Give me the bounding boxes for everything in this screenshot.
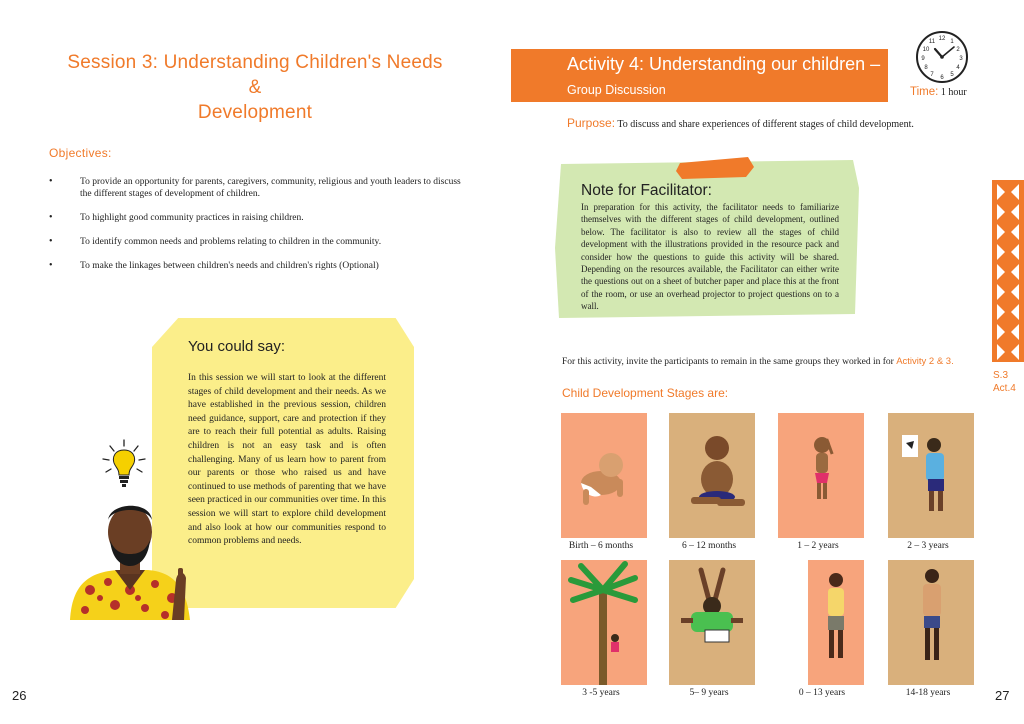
time-line — [910, 86, 967, 98]
invite-line — [562, 356, 982, 367]
you-could-say-heading: You could say: — [188, 338, 286, 355]
stage-label: 14-18 years — [905, 688, 951, 698]
child-drawing-illustration — [888, 413, 974, 538]
objectives-heading: Objectives: — [49, 146, 112, 160]
stage-label: 5– 9 years — [689, 688, 729, 698]
svg-text:8: 8 — [924, 65, 928, 71]
stage-card-birth-6-months — [561, 413, 647, 538]
stage-label: 0 – 13 years — [798, 688, 846, 698]
child-reading-illustration — [669, 560, 755, 685]
tape-decoration — [676, 155, 756, 181]
child-climbing-tree-illustration — [561, 560, 647, 685]
time-label: Time: — [910, 86, 939, 98]
baby-sitting-illustration — [669, 413, 755, 538]
you-could-say-text: In this session we will start to look at the different stages of child development and their needs. As we have established in the previous session, children need guidance, support, care and protection if they are to reach their full potential as adults. Raising children is not an easy task and is often challenging. Many of us learn how to parent from our parents or those who raised us and have continued to use methods of parenting that we have seen practiced in our communities over time. In this session we will start to explore child development and also look at how our communities respond to common problems and needs. — [188, 373, 386, 547]
session-title — [60, 50, 450, 125]
stage-label: 3 -5 years — [582, 688, 620, 698]
stage-card-2-3-years — [888, 413, 974, 538]
stage-label: Birth – 6 months — [568, 541, 634, 551]
svg-text:3: 3 — [959, 56, 963, 62]
stage-card-14-18-years — [888, 560, 974, 685]
objective-item: • To provide an opportunity for parents, caregivers, community, religious and youth leaders to discuss the different stages of development of children. — [49, 176, 469, 200]
stage-card-0-13-years — [808, 560, 894, 685]
session-title-line1: Session 3: Understanding Children's Needs & — [67, 52, 443, 98]
purpose-text: To discuss and share experiences of different stages of child development. — [617, 119, 914, 130]
svg-text:7: 7 — [930, 72, 934, 78]
svg-text:12: 12 — [938, 36, 946, 42]
stage-label: 2 – 3 years — [907, 541, 949, 551]
purpose-line — [567, 116, 914, 130]
stage-card-1-2-years — [778, 413, 864, 538]
note-text: In preparation for this activity, the facilitator needs to familiarize themselves with the different stages of child development, outlined below. The facilitator is also to review all the stages of child development with the illustrations provided in the resource pack and consider how the questions to guide this activity will be shared. Depending on the resources available, the Facilitator can either write the questions out on a sheet of butcher paper and place this at the front of the room, or use an overhead projector to project questions on to a wall. — [581, 202, 839, 312]
time-value: 1 hour — [940, 87, 967, 98]
objective-item: • To make the linkages between children's needs and children's rights (Optional) — [49, 260, 469, 272]
clock-icon — [915, 30, 969, 84]
session-title-line2: Development — [197, 102, 313, 123]
svg-text:4: 4 — [956, 65, 960, 71]
side-tab-session: S.3 — [993, 370, 1009, 381]
baby-crawling-illustration — [561, 413, 647, 538]
invite-activity-ref: Activity 2 & 3. — [896, 356, 954, 367]
lightbulb-icon — [100, 438, 148, 490]
svg-text:2: 2 — [956, 47, 960, 53]
page-number-right: 27 — [995, 688, 1010, 703]
objective-item: • To highlight good community practices in raising children. — [49, 212, 469, 224]
invite-text: For this activity, invite the participants to remain in the same groups they worked in for — [562, 357, 894, 367]
side-tab-pattern — [992, 180, 1024, 362]
side-tab-label — [993, 369, 1016, 395]
activity-title: Activity 4: Understanding our children – — [567, 54, 881, 74]
stage-label: 1 – 2 years — [797, 541, 839, 551]
svg-text:6: 6 — [940, 75, 944, 81]
older-child-standing-illustration — [808, 560, 894, 685]
note-heading: Note for Facilitator: — [581, 182, 712, 199]
stage-label: 6 – 12 months — [681, 541, 737, 551]
stage-card-3-5-years — [561, 560, 647, 685]
objectives-list — [49, 176, 469, 284]
svg-text:11: 11 — [928, 39, 936, 45]
svg-text:5: 5 — [950, 72, 954, 78]
purpose-label: Purpose: — [567, 116, 616, 130]
page-number-left: 26 — [12, 688, 27, 703]
toddler-walking-illustration — [778, 413, 864, 538]
stages-heading: Child Development Stages are: — [562, 386, 729, 400]
facilitator-illustration — [60, 490, 200, 620]
activity-subtitle: Group Discussion — [567, 83, 666, 97]
teenager-standing-illustration — [888, 560, 974, 685]
stage-card-5-9-years — [669, 560, 755, 685]
stage-card-6-12-months — [669, 413, 755, 538]
side-tab-activity: Act.4 — [993, 383, 1016, 394]
svg-text:9: 9 — [921, 56, 925, 62]
svg-text:10: 10 — [922, 47, 930, 53]
objective-item: • To identify common needs and problems relating to children in the community. — [49, 236, 469, 248]
svg-text:1: 1 — [950, 39, 954, 45]
